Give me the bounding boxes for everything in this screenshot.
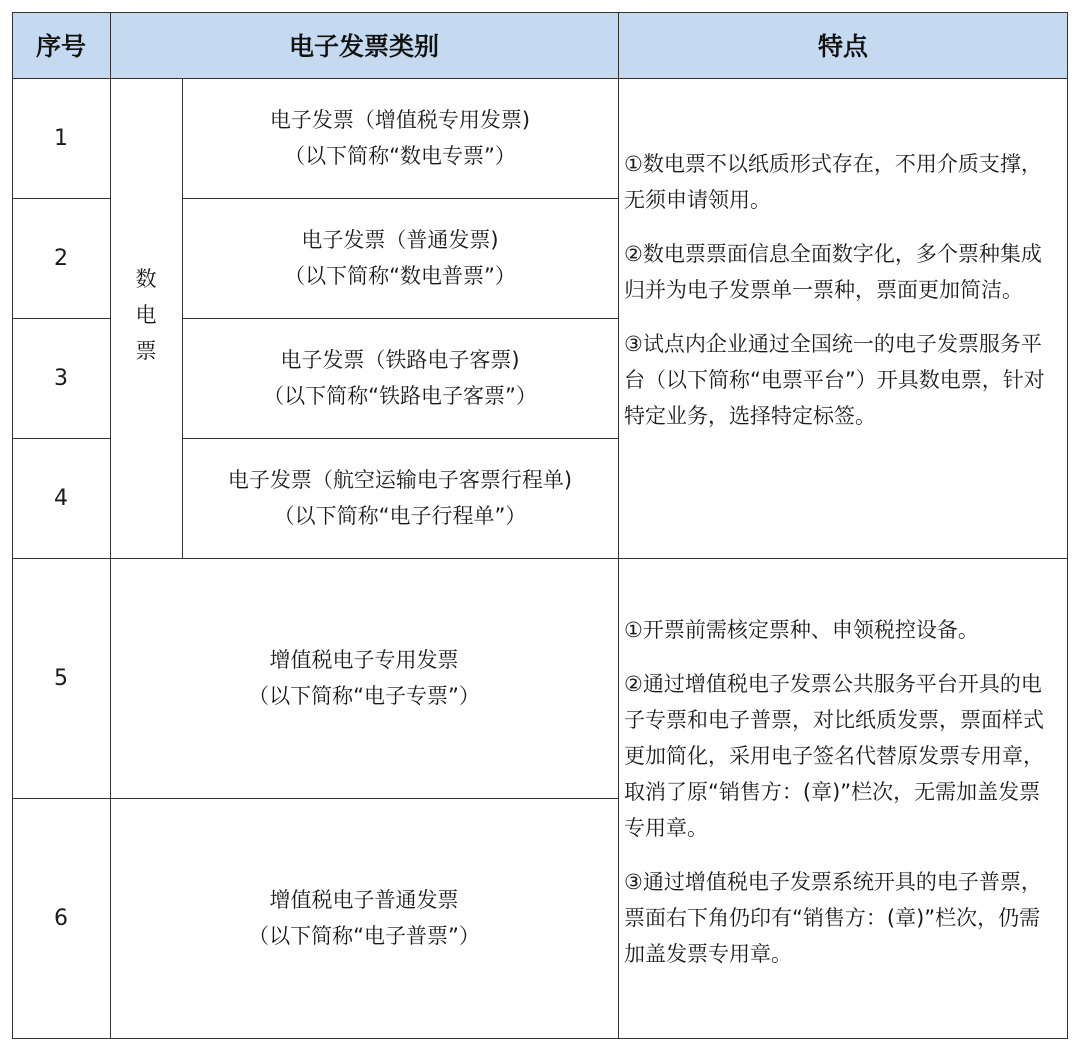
category-alias: （以下简称“铁路电子客票”） xyxy=(263,384,537,408)
col-divider-index xyxy=(110,12,111,1039)
section-divider xyxy=(12,558,1068,559)
group-label-shudianpiao xyxy=(110,255,182,375)
header-divider xyxy=(12,78,1068,79)
border-top xyxy=(12,12,1068,13)
group-label-char: 数 xyxy=(135,267,157,291)
category-alias: （以下简称“电子专票”） xyxy=(248,684,480,708)
category-alias: （以下简称“电子行程单”） xyxy=(273,504,527,528)
feature-item: ①开票前需核定票种、申领税控设备。 xyxy=(624,618,979,642)
header-index: 序号 xyxy=(35,32,86,61)
category-name: 电子发票（增值税专用发票) xyxy=(269,108,531,132)
category-cell-1 xyxy=(182,78,618,198)
group-label-char: 电 xyxy=(135,303,157,327)
row-divider xyxy=(182,198,618,199)
row-index-3: 3 xyxy=(54,365,68,391)
category-name: 电子发票（普通发票) xyxy=(301,228,499,252)
group-label-char: 票 xyxy=(135,339,157,363)
border-right xyxy=(1067,12,1068,1039)
feature-item: ③试点内企业通过全国统一的电子发票服务平台（以下简称“电票平台”）开具数电票，针对特定业务，选择特定标签。 xyxy=(624,332,1045,428)
row-divider xyxy=(12,438,110,439)
row-index-2: 2 xyxy=(54,245,68,271)
header-features: 特点 xyxy=(817,32,868,61)
row-index-4: 4 xyxy=(54,485,68,511)
row-divider xyxy=(182,318,618,319)
col-divider-features xyxy=(618,12,619,1039)
row-index-1: 1 xyxy=(54,125,68,151)
category-cell-4 xyxy=(182,438,618,558)
row-divider xyxy=(12,198,110,199)
row-divider xyxy=(12,798,618,799)
row-divider xyxy=(182,438,618,439)
category-name: 电子发票（航空运输电子客票行程单) xyxy=(227,468,573,492)
features-digital-invoices xyxy=(618,146,1068,434)
border-left xyxy=(12,12,13,1039)
category-cell-5 xyxy=(110,558,618,798)
category-alias: （以下简称“数电普票”） xyxy=(284,264,516,288)
header-category: 电子发票类别 xyxy=(288,32,439,61)
row-index-5: 5 xyxy=(54,665,68,691)
category-name: 增值税电子普通发票 xyxy=(269,888,459,912)
row-divider xyxy=(12,318,110,319)
row-index-6: 6 xyxy=(54,905,68,931)
feature-item: ②数电票票面信息全面数字化，多个票种集成归并为电子发票单一票种，票面更加简洁。 xyxy=(624,242,1042,302)
category-cell-6 xyxy=(110,798,618,1038)
category-alias: （以下简称“电子普票”） xyxy=(248,924,480,948)
category-cell-2 xyxy=(182,198,618,318)
category-alias: （以下简称“数电专票”） xyxy=(284,144,516,168)
category-cell-3 xyxy=(182,318,618,438)
feature-item: ③通过增值税电子发票系统开具的电子普票，票面右下角仍印有“销售方：(章)”栏次，仍需加盖发票专用章。 xyxy=(624,870,1042,966)
border-bottom xyxy=(12,1038,1068,1039)
feature-item: ②通过增值税电子发票公共服务平台开具的电子专票和电子普票，对比纸质发票，票面样式更加简化，采用电子签名代替原发票专用章，取消了原“销售方：(章)”栏次，无需加盖发票专用章。 xyxy=(624,672,1044,840)
category-name: 增值税电子专用发票 xyxy=(269,648,459,672)
category-name: 电子发票（铁路电子客票) xyxy=(280,348,520,372)
features-vat-electronic-invoices xyxy=(618,612,1068,972)
feature-item: ①数电票不以纸质形式存在，不用介质支撑，无须申请领用。 xyxy=(624,152,1042,212)
